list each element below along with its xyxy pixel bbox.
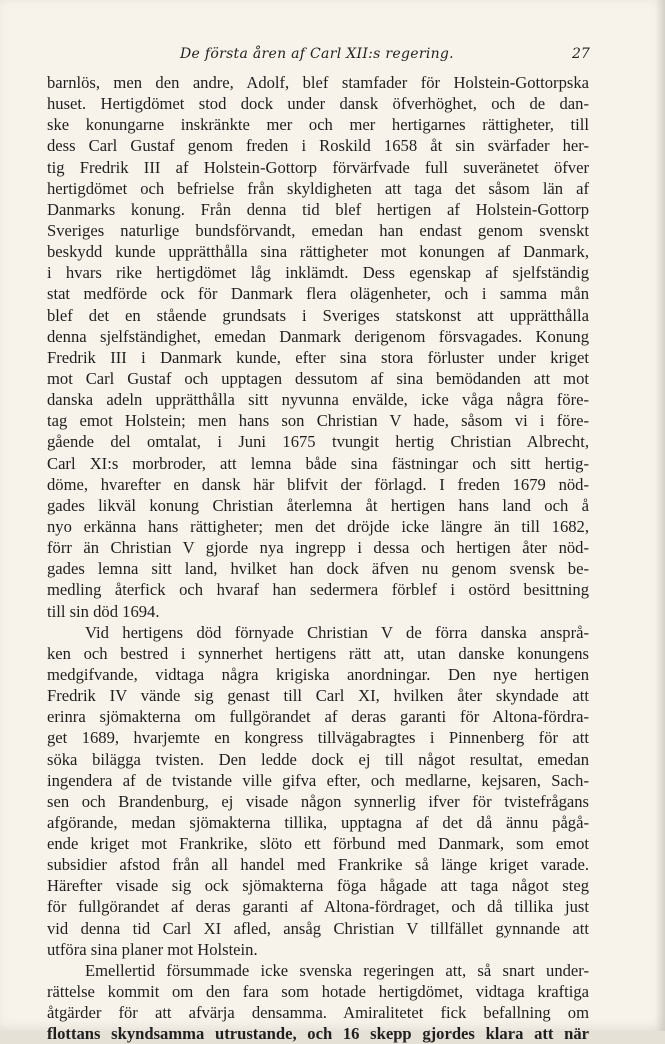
text-line: vid denna tid Carl XI afled, ansåg Christian V tillfället gynnande att xyxy=(47,918,589,938)
text-line: gades likväl konung Christian återlemna åt hertigen hans land och å xyxy=(47,495,589,515)
text-line: Sveriges naturlige bundsförvandt, emedan han endast genom svenskt xyxy=(47,220,589,240)
text-line: Vid hertigens död förnyade Christian V de förra danska ansprå- xyxy=(85,622,589,642)
text-line: för fullgörandet af deras garanti af Altona-fördraget, och då tillika just xyxy=(47,897,589,917)
text-line: gående del omtalat, i Juni 1675 tvungit hertig Christian Albrecht, xyxy=(47,432,589,452)
text-line: Fredrik III i Danmark kunde, efter sina stora förluster under kriget xyxy=(47,347,589,367)
text-line: till sin död 1694. xyxy=(47,601,160,621)
page-edge-shadow xyxy=(655,0,665,1031)
text-line: söka bilägga tvisten. Den ledde dock ej till något resultat, emedan xyxy=(47,749,589,769)
text-line: afgörande, medan sjömakterna tillika, upptagna af det då ännu pågå- xyxy=(47,812,589,832)
text-line: tag emot Holstein; men hans son Christian V hade, såsom vi i före- xyxy=(47,411,589,431)
text-line: huset. Hertigdömet stod dock under dansk öfverhöghet, och de dan- xyxy=(47,94,589,114)
text-line: get 1689, hvarjemte en kongress tillvägabragtes i Pinnenberg för att xyxy=(47,728,589,748)
text-line: danska adeln upprätthålla sitt nyvunna envälde, icke våga några före- xyxy=(47,390,589,410)
text-line: ken och bestred i synnerhet hertigens rätt att, utan danske konungens xyxy=(47,643,589,663)
text-line: Danmarks konung. Från denna tid blef hertigen af Holstein-Gottorp xyxy=(47,199,589,219)
running-head: De första åren af Carl XII:s regering. xyxy=(180,46,454,62)
text-line: blef det en stående grundsats i Sveriges statskonst att upprätthålla xyxy=(47,305,589,325)
text-line: flottans skyndsamma utrustande, och 16 skepp gjordes klara att när xyxy=(47,1024,589,1044)
text-line: Fredrik IV vände sig genast till Carl XI, hvilken åter skyndade att xyxy=(47,686,589,706)
text-line: barnlös, men den andre, Adolf, blef stamfader för Holstein-Gottorpska xyxy=(47,73,589,92)
text-line: rättelse kommit om den fara som hotade hertigdömet, vidtaga kraftiga xyxy=(47,982,589,1002)
text-line: erinra sjömakterna om fullgörandet af deras garanti för Altona-fördra- xyxy=(47,707,589,727)
text-line: ingendera af de tvistande ville gifva efter, och medlarne, kejsaren, Sach- xyxy=(47,770,589,790)
text-line: i hvars rike hertigdömet låg inklämdt. Dess egenskap af sjelfständig xyxy=(47,263,589,283)
text-line: mot Carl Gustaf och upptagen dessutom af sina bemödanden att mot xyxy=(47,368,589,388)
text-line: ske konungarne inskränkte mer och mer hertigarnes rättigheter, till xyxy=(47,115,589,135)
text-line: denna sjelfständighet, emedan Danmark derigenom försvagades. Konung xyxy=(47,326,589,346)
text-line: hertigdömet och befrielse från skyldigheten att taga det såsom län af xyxy=(47,178,589,198)
text-line: ende kriget mot Frankrike, slöto ett förbund med Danmark, som emot xyxy=(47,834,589,854)
text-line: gades lemna sitt land, hvilket han dock äfven nu genom svensk be- xyxy=(47,559,589,579)
text-line: medling återfick och hvaraf han sedermera förblef i ostörd besittning xyxy=(47,580,589,600)
text-line: utföra sina planer mot Holstein. xyxy=(47,939,258,959)
text-line: åtgärder för att afvärja densamma. Amiralitetet fick befallning om xyxy=(47,1003,589,1023)
text-line: förr än Christian V gjorde nya ingrepp i dessa och hertigen åter nöd- xyxy=(47,538,589,558)
text-line: döme, hvarefter en dansk här blifvit der förlagd. I freden 1679 nöd- xyxy=(47,474,589,494)
text-line: dess Carl Gustaf genom freden i Roskild 1658 åt sin svärfader her- xyxy=(47,136,589,156)
text-line: sen och Brandenburg, ej visade någon synnerlig ifver för tvistefrågans xyxy=(47,791,589,811)
text-line: Carl XI:s morbroder, att lemna både sina fästningar och sitt hertig- xyxy=(47,453,589,473)
text-line: medgifvande, vidtaga några krigiska anordningar. Den nye hertigen xyxy=(47,664,589,684)
text-line: Härefter visade sig ock sjömakterna föga hågade att taga något steg xyxy=(47,876,589,896)
text-line: subsidier afstod från all handel med Frankrike så länge kriget varade. xyxy=(47,855,589,875)
text-line: nyo erkänna hans rättigheter; men det dröjde icke längre än till 1682, xyxy=(47,516,589,536)
text-line: beskydd kunde upprätthålla sina rättigheter mot konungen af Danmark, xyxy=(47,242,589,262)
text-line: tig Fredrik III af Holstein-Gottorp förvärfvade full suveränetet öfver xyxy=(47,157,589,177)
text-line: stat medförde ock för Danmark flera olägenheter, och i samma mån xyxy=(47,284,589,304)
text-line: Emellertid försummade icke svenska regeringen att, så snart under- xyxy=(85,960,589,980)
body-text xyxy=(47,72,589,1044)
page-number: 27 xyxy=(572,46,590,62)
